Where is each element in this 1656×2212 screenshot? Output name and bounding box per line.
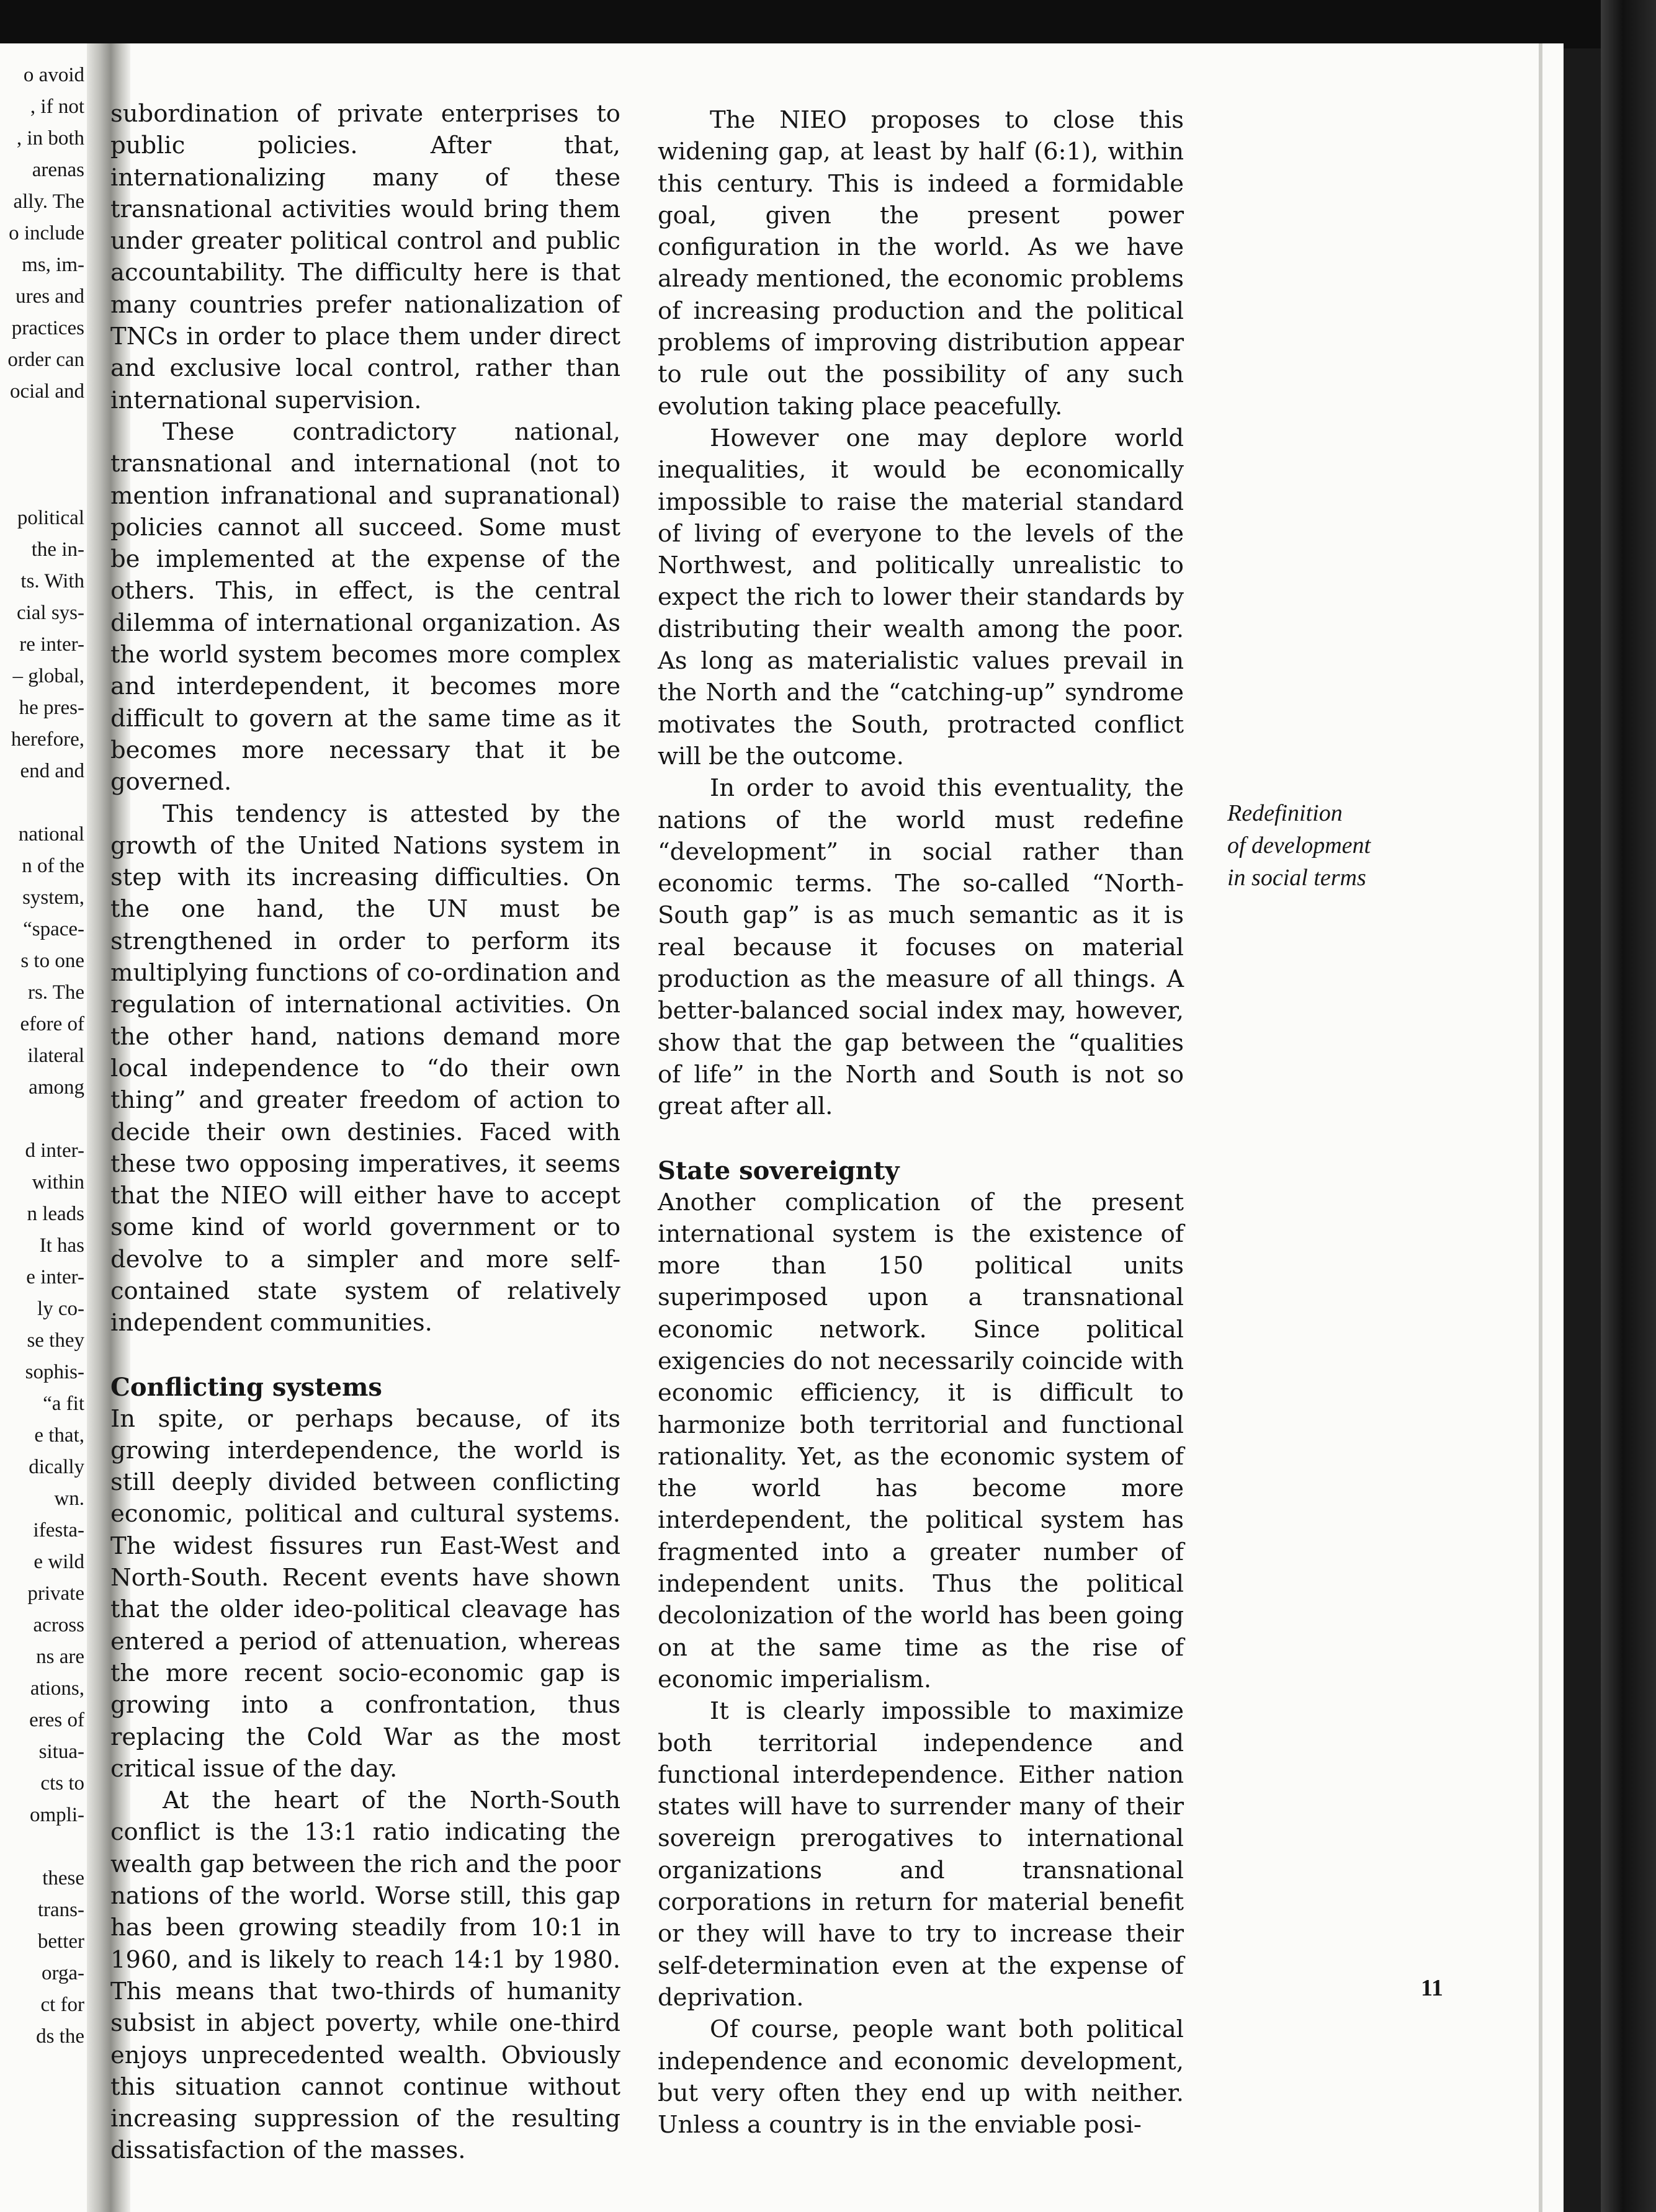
fragment-line: re inter- (19, 633, 84, 656)
section-heading-state-sovereignty: State sovereignty (658, 1156, 900, 1185)
fragment-line: d inter- (25, 1139, 84, 1162)
margin-note-line: of development (1227, 832, 1371, 858)
fragment-line: arenas (32, 159, 84, 181)
fragment-line (0, 1831, 84, 1863)
paragraph: At the heart of the North-South conflict is the 13:1 ratio indicating the wealth gap between the rich and the poor nations of the world. Worse still, this gap has been growing steadily from 10:1 in 1960, and is likely to reach 14:1 by 1980. This means that two-thirds of humanity subsist in abject poverty, while one-third enjoys unprecedented wealth. Obviously this situation cannot continue without increasing suppression of the resulting dissatisfaction of the masses. (110, 1786, 620, 2165)
fragment-line: dically (29, 1456, 84, 1478)
fragment-line (0, 471, 84, 502)
fragment-line: ms, im- (22, 254, 84, 276)
scanner-top-edge (0, 0, 1656, 48)
fragment-line: rs. The (27, 981, 84, 1004)
fragment-line (0, 787, 84, 819)
paragraph: It is clearly impossible to maximize both territorial independence and functional interdependence. Either nation states will have to surrender many of their sovereign prerogatives to international organizations and transnational corporations in return for material benefit or they will have to try to increase their self-determination even at the expense of deprivation. (658, 1697, 1184, 2012)
paragraph: Another complication of the present international system is the existence of more than 150 political units superimposed upon a transnational economic network. Since political exigencies do not necessarily coincide with economic efficiency, it is difficult to harmonize both territorial and functional rationality. Yet, as the economic system of the world has become more interdependent, the political system has fragmented into a greater number of independent units. Thus the political decolonization of the world has been going on at the same time as the rise of economic imperialism. (658, 1188, 1184, 1693)
paragraph: However one may deplore world inequalities, it would be economically impossible to raise the material standard of living of everyone to the levels of the Northwest, and politically unrealistic to expect the rich to lower their standards by distributing their wealth among the poor. As long as materialistic values prevail in the North and the “catching-up” syndrome motivates the South, protracted conflict will be the outcome. (658, 424, 1184, 770)
fragment-line: practices (11, 317, 84, 339)
fragment-line: he pres- (19, 697, 84, 719)
fragment-line: within (32, 1171, 84, 1193)
fragment-line: these (42, 1867, 84, 1889)
fragment-line: ures and (16, 285, 84, 308)
fragment-line: “a fit (43, 1393, 84, 1415)
fragment-line: ocial and (9, 380, 84, 403)
fragment-line: ly co- (37, 1298, 84, 1320)
fragment-line: e wild (34, 1551, 84, 1573)
fragment-line: ally. The (13, 190, 84, 213)
fragment-line: situa- (38, 1741, 84, 1763)
fragment-line: eres of (29, 1709, 84, 1731)
fragment-line: n leads (27, 1203, 84, 1225)
fragment-line (0, 439, 84, 471)
fragment-line: the in- (31, 538, 84, 561)
fragment-line: private (27, 1582, 84, 1605)
fragment-line: – global, (12, 665, 84, 687)
fragment-line: o include (9, 222, 84, 244)
paragraph: Of course, people want both political independence and economic development, but very often they end up with neither. Unless a country is in the enviable posi- (658, 2015, 1184, 2139)
fragment-line: It has (39, 1234, 84, 1257)
fragment-line: e inter- (26, 1266, 84, 1288)
fragment-line: trans- (37, 1899, 84, 1921)
paragraph: The NIEO proposes to close this widening gap, at least by half (6:1), within this century. This is indeed a formidable goal, given the present power configuration in the world. As we have already mentioned, the economic problems of increasing production and the political problems of improving distribution appear to rule out the possibility of any such evolution taking place peacefully. (658, 106, 1184, 421)
fragment-line: ations, (30, 1677, 84, 1700)
fragment-line: ns are (36, 1646, 84, 1668)
paragraph: subordination of private enterprises to public policies. After that, internationalizing many of these transnational activities would bring them under greater political control and public accountability. The difficulty here is that many countries prefer nationalization of TNCs in order to place them under direct and exclusive local control, rather than international supervision. (110, 100, 620, 414)
fragment-line (0, 408, 84, 439)
fragment-line: national (18, 823, 84, 845)
fragment-line: across (33, 1614, 84, 1636)
margin-note (1227, 797, 1438, 894)
fragment-line: orga- (41, 1962, 84, 1984)
text-column-1 (110, 98, 620, 2167)
scanner-right-edge (1601, 0, 1656, 2212)
fragment-line: end and (20, 760, 84, 782)
fragment-line: cts to (40, 1772, 84, 1795)
fragment-line: se they (27, 1329, 84, 1352)
fragment-line: sophis- (25, 1361, 84, 1383)
fragment-line: e that, (34, 1424, 84, 1447)
fragment-line: political (17, 507, 84, 529)
section-heading-conflicting-systems: Conflicting systems (110, 1372, 382, 1402)
fragment-line: n of the (22, 855, 84, 877)
fragment-line: s to one (20, 950, 84, 972)
paragraph: In spite, or perhaps because, of its growing interdependence, the world is still deeply divided between conflicting economic, political and cultural systems. The widest fissures run East-West and North-South. Recent events have shown that the older ideo-political cleavage has entered a period of attenuation, whereas the more recent socio-economic gap is growing into a confrontation, thus replacing the Cold War as the most critical issue of the day. (110, 1404, 620, 1783)
fragment-line: herefore, (11, 728, 84, 751)
text-column-2 (658, 104, 1184, 2141)
page-number: 11 (1421, 1975, 1443, 2001)
fragment-line: ds the (36, 2025, 84, 2048)
margin-note-line: in social terms (1227, 865, 1366, 891)
fragment-line: ifesta- (33, 1519, 84, 1541)
fragment-line: ct for (40, 1994, 84, 2016)
paragraph: In order to avoid this eventuality, the nations of the world must redefine “development” in social rather than economic terms. The so-called “North-South gap” is as much semantic as it is real because it focuses on material production as the measure of all things. A better-balanced social index may, however, show that the gap between the “qualities of life” in the North and South is not so great after all. (658, 774, 1184, 1121)
fragment-line: , in both (16, 127, 84, 149)
fragment-line (0, 1104, 84, 1135)
fragment-line: ompli- (30, 1804, 84, 1826)
fragment-line: efore of (20, 1013, 84, 1035)
fragment-line: o avoid (23, 64, 84, 86)
previous-page-fragment (0, 60, 84, 2053)
fragment-line: wn. (54, 1487, 84, 1510)
paragraph: These contradictory national, transnational and international (not to mention infranational and supranational) policies cannot all succeed. Some must be implemented at the expense of the others. This, in effect, is the central dilemma of international organization. As the world system becomes more complex and interdependent, it becomes more difficult to govern at the same time as it becomes more necessary that it be governed. (110, 417, 620, 796)
fragment-line: system, (22, 886, 84, 909)
page-edge-line (1539, 43, 1542, 2212)
fragment-line: better (37, 1930, 84, 1953)
fragment-line: ilateral (27, 1045, 84, 1067)
fragment-line: among (29, 1076, 84, 1099)
fragment-line: order can (7, 349, 84, 371)
fragment-line: , if not (30, 96, 84, 118)
fragment-line: “space- (23, 918, 84, 940)
margin-note-line: Redefinition (1227, 800, 1343, 826)
fragment-line: cial sys- (16, 602, 84, 624)
paragraph: This tendency is attested by the growth of the United Nations system in step with its increasing difficulties. On the one hand, the UN must be strengthened in order to perform its multiplying functions of co-ordination and regulation of international activities. On the other hand, nations demand more local independence to “do their own thing” and greater freedom of action to decide their own destinies. Faced with these two opposing imperatives, it seems that the NIEO will either have to accept some kind of world government or to devolve to a simpler and more self-contained state system of relatively independent communities. (110, 800, 620, 1337)
fragment-line: ts. With (20, 570, 84, 592)
